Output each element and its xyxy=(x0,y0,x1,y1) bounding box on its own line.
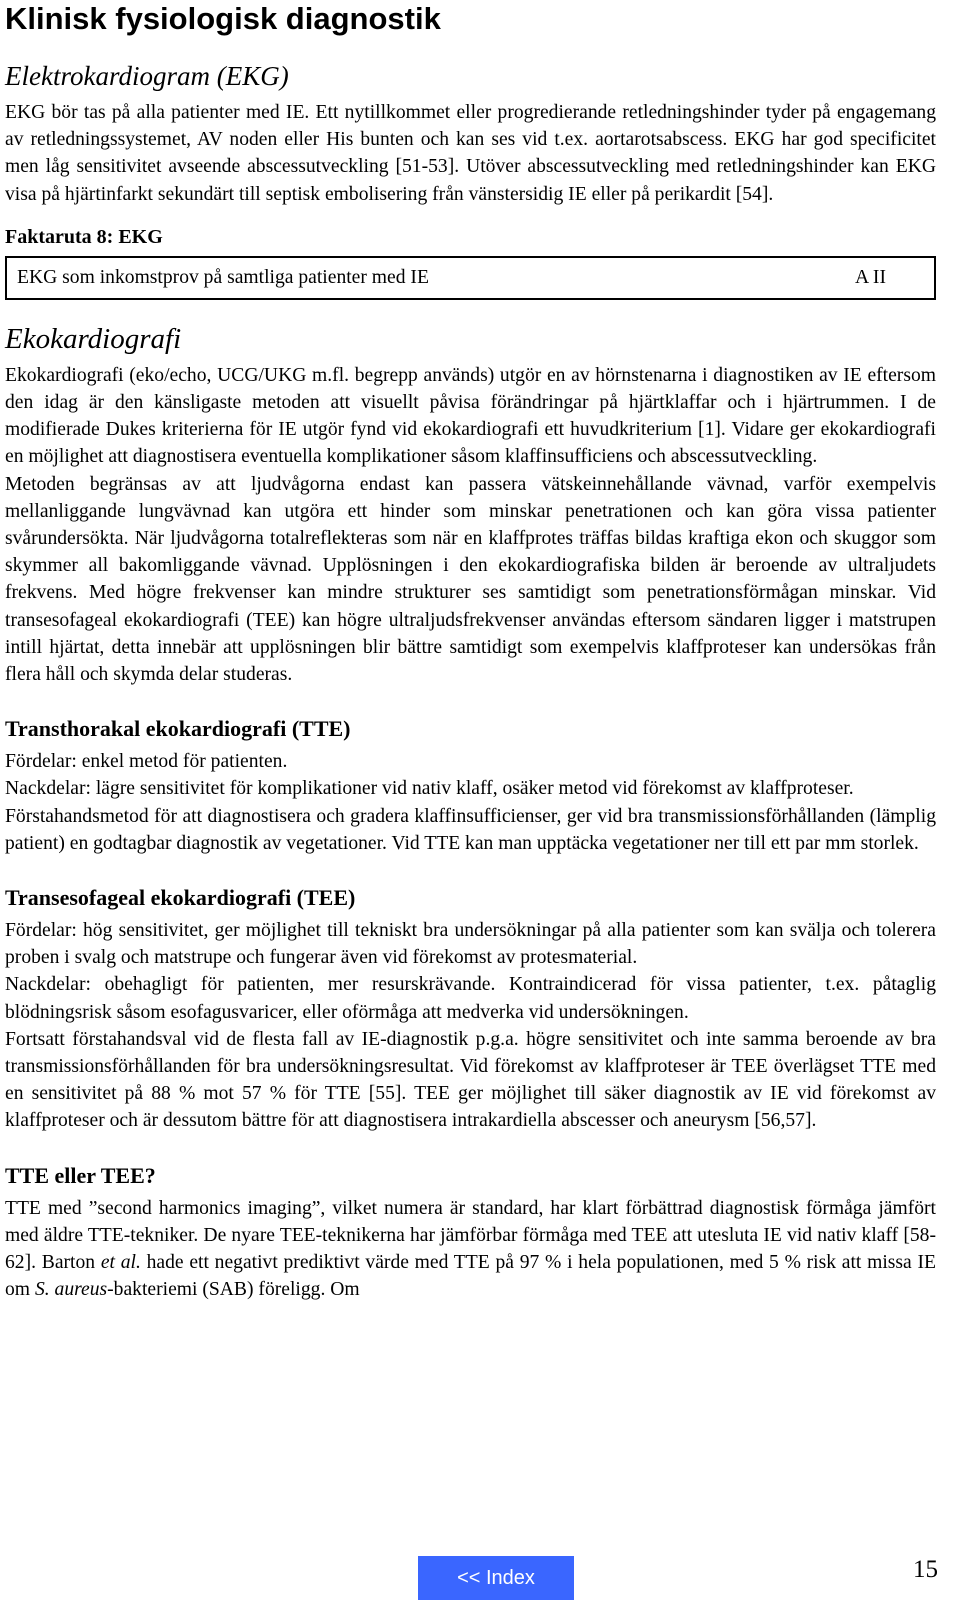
tee-paragraph-2: Nackdelar: obehagligt för patienten, mer resurskrävande. Kontraindicerad för vissa patienter, t.ex. påtaglig blödningsrisk såsom esofagusvaricer, eller oförmåga att medverka vid undersökningen. xyxy=(5,974,936,1023)
fact-box-text: EKG som inkomstprov på samtliga patienter med IE xyxy=(17,266,429,288)
text-run-italic: et al. xyxy=(100,1252,141,1274)
fact-box-title: Faktaruta 8: EKG xyxy=(5,225,163,248)
text-run: TTE med ”second harmonics imaging”, vilket numera är standard, har klart förbättrad diagnostisk förmåga jämfört med äldre TTE-tekniker. De nyare TEE-teknikerna har jämförbar förmåga med TEE att utesluta IE vid nativ klaff [58-62]. Barton xyxy=(5,1197,936,1274)
page-number: 15 xyxy=(913,1556,938,1583)
tte-paragraph-2: Nackdelar: lägre sensitivitet för komplikationer vid nativ klaff, osäker metod vid förekomst av klaffproteser. xyxy=(5,778,854,800)
section-heading-tee: Transesofageal ekokardiografi (TEE) xyxy=(5,885,356,911)
text-run-italic: S. aureus xyxy=(34,1279,108,1301)
index-button[interactable]: << Index xyxy=(418,1556,574,1600)
fact-box xyxy=(5,256,936,300)
ekg-paragraph: EKG bör tas på alla patienter med IE. Ett nytillkommet eller progredierande retledningshinder tyder på engagemang av retledningssystemet, AV noden eller His bunten och kan ses vid t.ex. aortarotsabscess. EKG har god specificitet men låg sensitivitet avseende abscessutveckling [51-53]. Utöver abscessutveckling med retledningshinder kan EKG visa på hjärtinfarkt sekundärt till septisk embolisering från vänstersidig IE eller på perikardit [54]. xyxy=(5,102,936,205)
echo-paragraph-1: Ekokardiografi (eko/echo, UCG/UKG m.fl. begrepp används) utgör en av hörnstenarna i diagnostiken av IE eftersom den idag är den känsligaste metoden att visuellt påvisa förändringar på hjärtklaffar och i hjärtrummen. I de modifierade Dukes kriterierna för IE utgör fynd vid ekokardiografi ett huvudkriterium [1]. Vidare ger ekokardiografi en möjlighet att diagnostisera eventuella komplikationer såsom klaffinsufficiens och abscessutveckling. xyxy=(5,364,936,468)
tee-paragraph-1: Fördelar: hög sensitivitet, ger möjlighet till tekniskt bra undersökningar på alla patienter som kan svälja och tolerera proben i svalg och matstrupe och fungerar även vid förekomst av protesmaterial. xyxy=(5,920,936,969)
document-page xyxy=(5,0,936,1304)
section-heading-ekg: Elektrokardiogram (EKG) xyxy=(5,61,289,91)
page-title: Klinisk fysiologisk diagnostik xyxy=(5,1,441,36)
tte-paragraph-1: Fördelar: enkel metod för patienten. xyxy=(5,751,288,773)
tte-paragraph-3: Förstahandsmetod för att diagnostisera och gradera klaffinsufficienser, ger vid bra transmissionsförhållanden (lämplig patient) en godtagbar diagnostik av vegetationer. Vid TTE kan man upptäcka vegetationer ner till ett par mm storlek. xyxy=(5,805,936,854)
tee-paragraph-3: Fortsatt förstahandsval vid de flesta fall av IE-diagnostik p.g.a. högre sensitivitet och inte samma beroende av bra transmissionsförhållanden för bra undersökningsresultat. Vid förekomst av klaffproteser är TEE överlägset TTE med en sensitivitet på 88 % mot 57 % för TTE [55]. TEE ger möjlighet till säker diagnostik av IE vid förekomst av klaffproteser och är dessutom bättre för att diagnostisera intrakardiella abscesser och aneurysm [56,57]. xyxy=(5,1028,936,1132)
section-heading-echo: Ekokardiografi xyxy=(5,322,182,355)
section-heading-tte: Transthorakal ekokardiografi (TTE) xyxy=(5,716,351,742)
tte-or-tee-paragraph xyxy=(5,1195,936,1304)
text-run: -bakteriemi (SAB) föreligg. Om xyxy=(107,1279,360,1301)
echo-paragraph-2: Metoden begränsas av att ljudvågorna endast kan passera vätskeinnehållande vävnad, varför exempelvis mellanliggande lungvävnad kan utgöra ett hinder som minskar penetrationen och kan göra vissa patienter svårundersökta. När ljudvågorna totalreflekteras som när en klaffprotes träffas bildas kraftiga ekon och skuggor som skymmer all bakomliggande vävnad. Upplösningen i den ekokardiografiska bilden är beroende av ultraljudets frekvens. Med högre frekvenser kan mindre strukturer ses samtidigt som penetrationsförmågan minskar. Vid transesofageal ekokardiografi (TEE) kan högre ultraljudsfrekvenser användas eftersom sändaren ligger i matstrupen intill hjärtat, detta innebär att upplösningen blir bättre samtidigt som exempelvis klaffproteser kan undersökas från flera håll och skymda delar studeras. xyxy=(5,473,936,686)
fact-box-grade: A II xyxy=(854,266,886,288)
text-run: hade ett negativt prediktivt värde med TTE på 97 % i hela populationen, med 5 % risk att missa IE om xyxy=(5,1252,936,1301)
page-footer xyxy=(0,1548,960,1608)
section-heading-tte-or-tee: TTE eller TEE? xyxy=(5,1162,156,1188)
